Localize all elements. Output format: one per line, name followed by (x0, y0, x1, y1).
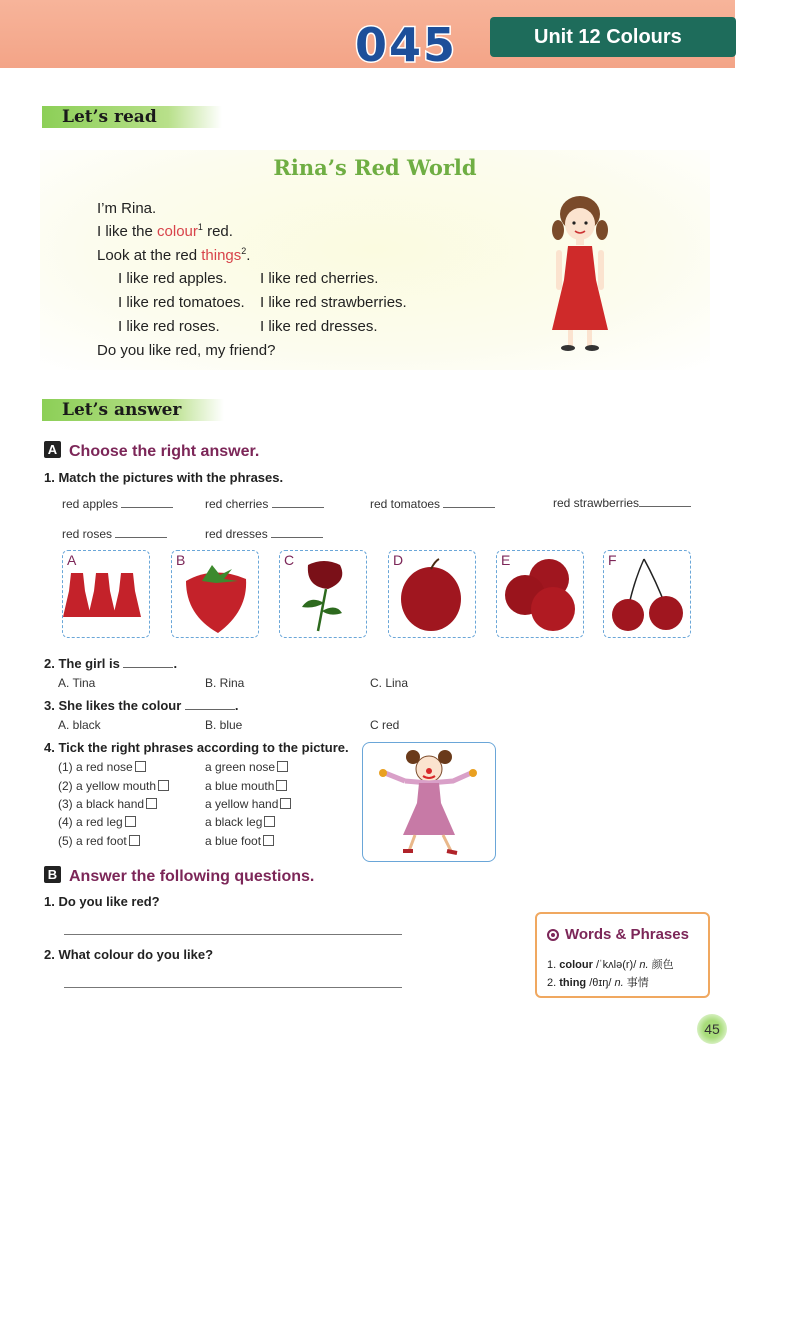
q4-right-4: a black leg (205, 815, 275, 829)
story-title: Rina’s Red World (273, 155, 477, 180)
q3-blank[interactable] (185, 709, 235, 710)
word-colour: colour (157, 223, 198, 240)
section-b-letter: B (44, 866, 61, 883)
story-line-3: Look at the red things$^2$. (97, 246, 251, 264)
cherries-image (604, 551, 690, 637)
words-phrases-header (547, 926, 689, 944)
answer-blank[interactable] (272, 507, 324, 508)
picture-a-dresses: A (62, 550, 150, 638)
apples-image (497, 551, 583, 637)
dresses-image (63, 551, 149, 637)
story-line-1: I’m Rina. (97, 200, 157, 217)
q3-option-b[interactable]: B. blue (205, 718, 243, 732)
vocab-item-thing: 2. thing /θɪŋ/ n. 事情 (547, 977, 649, 989)
q4-left-1: (1) a red nose (58, 760, 146, 774)
story-line-2: I like the colour$^1$ red. (97, 222, 233, 240)
phrase-red-strawberries: red strawberries (553, 496, 691, 510)
page-code: 045 (355, 18, 458, 72)
answer-blank[interactable] (271, 537, 323, 538)
circle-bullet-icon (547, 929, 559, 941)
words-phrases-box (535, 912, 710, 998)
section-b-q1: 1. Do you like red? (44, 894, 160, 909)
q3-option-c[interactable]: C red (370, 718, 400, 732)
phrase-red-cherries: red cherries (205, 497, 324, 511)
section-a-heading (44, 441, 259, 461)
unit-title: Unit 12 Colours (534, 25, 682, 48)
q4-right-1: a green nose (205, 760, 288, 774)
answer-blank[interactable] (121, 507, 173, 508)
q2-option-a[interactable]: A. Tina (58, 676, 96, 690)
strawberry-image (172, 551, 258, 637)
section-a-title: Choose the right answer. (69, 443, 260, 460)
word-things: things (201, 247, 242, 264)
q1-prompt: 1. Match the pictures with the phrases. (44, 470, 284, 485)
q2-prompt: 2. The girl is . (44, 656, 178, 671)
story-line-tomatoes: I like red tomatoes. (118, 294, 245, 311)
checkbox[interactable] (276, 780, 287, 791)
picture-e-apples: E (496, 550, 584, 638)
story-line-last: Do you like red, my friend? (97, 342, 276, 359)
section-b-q2-answer-line[interactable] (64, 987, 402, 988)
phrase-red-dresses: red dresses (205, 527, 323, 541)
words-phrases-title: Words & Phrases (565, 926, 689, 943)
q2-blank[interactable] (123, 667, 173, 668)
answer-blank[interactable] (115, 537, 167, 538)
checkbox[interactable] (129, 835, 140, 846)
unit-title-tab (490, 17, 736, 57)
story-line-dresses: I like red dresses. (260, 318, 378, 335)
q3-prompt: 3. She likes the colour . (44, 698, 239, 713)
section-b-q1-answer-line[interactable] (64, 934, 402, 935)
q4-left-5: (5) a red foot (58, 834, 140, 848)
checkbox[interactable] (146, 798, 157, 809)
checkbox[interactable] (135, 761, 146, 772)
story-line-apples: I like red apples. (118, 270, 228, 287)
section-b-heading (44, 866, 314, 886)
q4-prompt: 4. Tick the right phrases according to the picture. (44, 740, 349, 755)
lets-answer-label: Let’s answer (42, 399, 224, 421)
lets-read-label: Let’s read (42, 106, 222, 128)
clown-girl-image (363, 743, 495, 861)
q4-left-3: (3) a black hand (58, 797, 157, 811)
story-line-cherries: I like red cherries. (260, 270, 379, 287)
q2-option-b[interactable]: B. Rina (205, 676, 245, 690)
phrase-red-roses: red roses (62, 527, 167, 541)
tomato-image (389, 551, 475, 637)
phrase-red-apples: red apples (62, 497, 173, 511)
checkbox[interactable] (263, 835, 274, 846)
checkbox[interactable] (158, 780, 169, 791)
q4-right-3: a yellow hand (205, 797, 291, 811)
story-line-roses: I like red roses. (118, 318, 220, 335)
picture-f-cherries: F (603, 550, 691, 638)
q4-left-4: (4) a red leg (58, 815, 136, 829)
q3-option-a[interactable]: A. black (58, 718, 101, 732)
section-a-letter: A (44, 441, 61, 458)
checkbox[interactable] (277, 761, 288, 772)
q4-left-2: (2) a yellow mouth (58, 779, 169, 793)
picture-d-tomato: D (388, 550, 476, 638)
rose-image (280, 551, 366, 637)
checkbox[interactable] (280, 798, 291, 809)
section-b-q2: 2. What colour do you like? (44, 947, 214, 962)
q4-right-2: a blue mouth (205, 779, 287, 793)
q4-right-5: a blue foot (205, 834, 274, 848)
clown-girl-picture-frame (362, 742, 496, 862)
vocab-item-colour: 1. colour /ˈkʌlə(r)/ n. 颜色 (547, 959, 674, 971)
answer-blank[interactable] (639, 506, 691, 507)
answer-blank[interactable] (443, 507, 495, 508)
picture-b-strawberry: B (171, 550, 259, 638)
checkbox[interactable] (125, 816, 136, 827)
rina-illustration (540, 190, 620, 360)
section-b-title: Answer the following questions. (69, 868, 315, 885)
q2-option-c[interactable]: C. Lina (370, 676, 409, 690)
phrase-red-tomatoes: red tomatoes (370, 497, 495, 511)
checkbox[interactable] (264, 816, 275, 827)
page-number: 45 (697, 1014, 727, 1044)
picture-c-rose: C (279, 550, 367, 638)
story-line-strawberries: I like red strawberries. (260, 294, 407, 311)
